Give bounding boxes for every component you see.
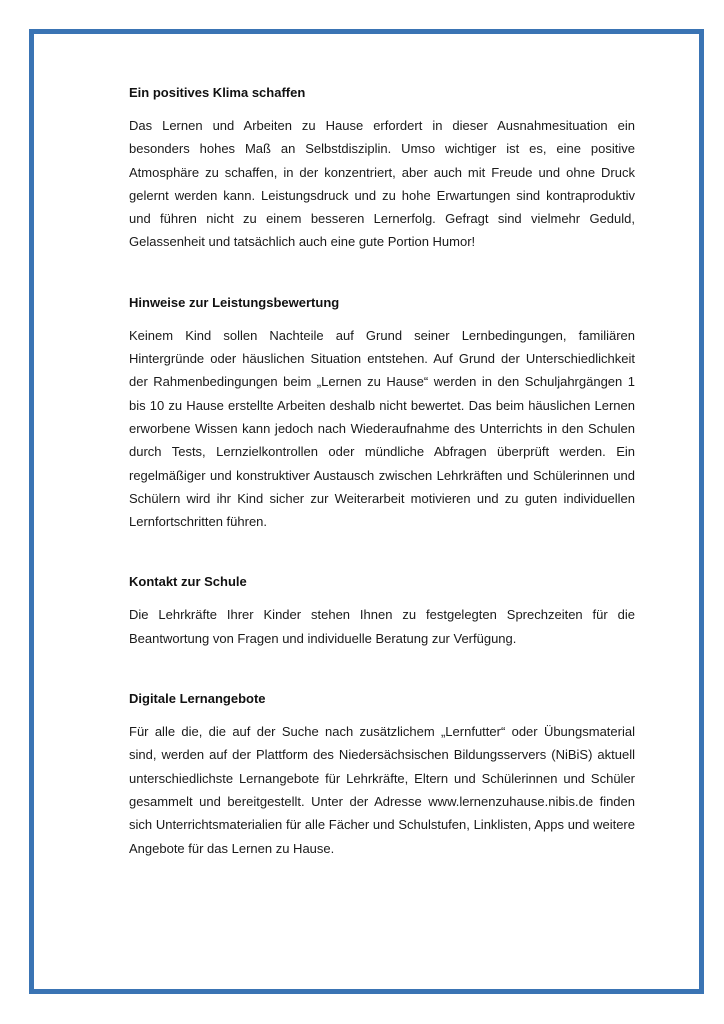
section-paragraph: Das Lernen und Arbeiten zu Hause erfordert in dieser Ausnahmesituation ein besonders hohes Maß an Selbstdisziplin. Umso wichtiger ist es, eine positive Atmosphäre zu schaffen, in der konzentriert, aber auch mit Freude und ohne Druck gelernt werden kann. Leistungsdruck und zu hohe Erwartungen sind kontraproduktiv und führen nicht zu einem besseren Lernerfolg. Gefragt sind vielmehr Geduld, Gelassenheit und tatsächlich auch eine gute Portion Humor!: [129, 118, 635, 250]
section-paragraph: Keinem Kind sollen Nachteile auf Grund seiner Lernbedingungen, familiären Hintergründe oder häuslichen Situation entstehen. Auf Grund der Unterschiedlichkeit der Rahmenbedingungen beim „Lernen zu Hause“ werden in den Schuljahrgängen 1 bis 10 zu Hause erstellte Arbeiten deshalb nicht bewertet. Das beim häuslichen Lernen erworbene Wissen kann jedoch nach Wiederaufnahme des Unterrichts in den Schulen durch Tests, Lernzielkontrollen oder mündliche Abfragen überprüft werden. Ein regelmäßiger und konstruktiver Austausch zwischen Lehrkräften und Schülerinnen und Schülern wird ihr Kind sicher zur Weiterarbeit motivieren und zu guten individuellen Lernfortschritten führen.: [129, 327, 635, 530]
section-performance-evaluation: [129, 294, 635, 534]
section-paragraph: Für alle die, die auf der Suche nach zusätzlichem „Lernfutter“ oder Übungsmaterial sind, werden auf der Plattform des Niedersächsischen Bildungsservers (NiBiS) aktuell unterschiedlichste Lernangebote für Lehrkräfte, Eltern und Schülerinnen und Schüler gesammelt und bereitgestellt. Unter der Adresse www.lernenzuhause.nibis.de finden sich Unterrichtsmaterialien für alle Fächer und Schulstufen, Linklisten, Apps und weitere Angebote für das Lernen zu Hause.: [129, 724, 635, 856]
section-heading: Ein positives Klima schaffen: [129, 85, 306, 100]
section-heading: Hinweise zur Leistungsbewertung: [129, 294, 340, 310]
document-content: [129, 84, 635, 860]
section-heading: Kontakt zur Schule: [129, 574, 247, 590]
section-school-contact: [129, 573, 635, 650]
section-paragraph: Die Lehrkräfte Ihrer Kinder stehen Ihnen zu festgelegten Sprechzeiten für die Beantwortung von Fragen und individuelle Beratung zur Verfügung.: [129, 607, 635, 646]
section-positive-climate: [129, 84, 635, 254]
section-digital-learning: [129, 690, 635, 860]
section-heading: Digitale Lernangebote: [129, 691, 266, 707]
